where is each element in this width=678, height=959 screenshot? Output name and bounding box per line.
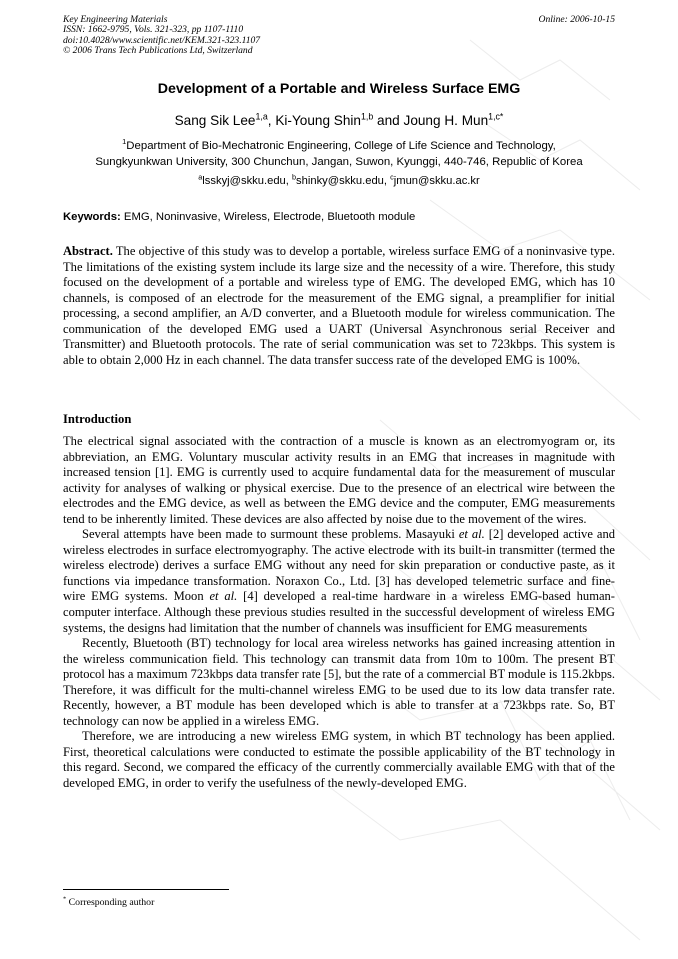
et-al: et al. (458, 527, 485, 542)
author-name: Joung H. Mun (403, 113, 489, 128)
email-address: jmun@skku.ac.kr (393, 175, 480, 187)
paragraph: The electrical signal associated with the contraction of a muscle is known as an electromyogram or, its abbreviation, an EMG. Voluntary muscular activity results in an EMG that increases in magnitude with increased tension [1]. EMG is currently used to acquire fundamental data for the measurement of muscular activity for analyses of walking or physical exercise. Due to the presence of an electrical wire between the electrodes and the EMG device, as well as between the EMG device and the computer, EMG measurements tend to be inherently limited. These devices are also affected by noise due to the movement of the wires. (63, 434, 615, 526)
paragraph: Therefore, we are introducing a new wireless EMG system, in which BT technology has been applied. First, theoretical calculations were conducted to estimate the possible applicability of the BT technology in this regard. Second, we compared the efficacy of the currently commercially available EMG with that of the developed EMG, in order to verify the usefulness of the newly-developed EMG. (63, 729, 615, 791)
section-heading-introduction: Introduction (63, 412, 132, 426)
affiliation-text: Department of Bio-Mechatronic Engineering, College of Life Science and Technology, (126, 140, 556, 152)
email-marker: b (292, 172, 297, 182)
affiliation-line: Sungkyunkwan University, 300 Chunchun, Jangan, Suwon, Kyunggi, 440-746, Republic of Korea (95, 155, 583, 168)
email-marker: c (390, 172, 394, 182)
paragraph: Recently, Bluetooth (BT) technology for local area wireless networks has gained increasing attention in the wireless communication field. This technology can transmit data from 10m to 100m. The present BT protocol has a maximum 723kbps data transfer rate [5], but the rate of a commercial BT module is 115.2kbps. Therefore, it was difficult for the multi-channel wireless EMG to be used due to its low data transfer rate. Recently, however, a BT module has been developed which is able to transfer at a 723kbps rate. So, BT technology can now be applied in a wireless EMG. (63, 636, 615, 728)
abstract-text: The objective of this study was to develop a portable, wireless surface EMG of a noninvasive type. The limitations of the existing system include its large size and the necessity of a wire. Therefore, this study focused on the development of a portable and wireless type of EMG. The developed EMG, which has 10 channels, is composed of an electrode for the measurement of the EMG signal, a preamplifier for initial processing, a second amplifier, an A/D converter, and a Bluetooth module for wireless communication. The communication of the developed EMG used a UART (Universal Asynchronous serial Receiver and Transmitter) and Bluetooth protocols. The rate of serial communication was set to 723kbps. This system is able to obtain 2,000 Hz in each channel. The data transfer success rate of the developed EMG is 100%. (63, 244, 615, 367)
journal-name: Key Engineering Materials (63, 14, 168, 25)
paper-title: Development of a Portable and Wireless Surface EMG (157, 81, 521, 97)
keywords-label: Keywords: (63, 211, 121, 223)
et-al: et al. (209, 589, 238, 604)
abstract-label: Abstract. (63, 244, 113, 258)
paragraph (63, 527, 615, 636)
author-emails (63, 172, 615, 187)
email-separator: , (383, 175, 391, 187)
email-marker: a (198, 172, 203, 182)
copyright-line: © 2006 Trans Tech Publications Ltd, Switzerland (63, 45, 253, 57)
doi-line: doi:10.4028/www.scientific.net/KEM.321-323.1107 (63, 34, 261, 46)
author-affiliation-marker: 1,b (361, 111, 374, 122)
issn-line: ISSN: 1662-9795, Vols. 321-323, pp 1107-1110 (63, 24, 244, 36)
affiliation-marker: 1 (122, 137, 127, 147)
author-separator: and (373, 113, 404, 128)
author-affiliation-marker: 1,a (255, 111, 268, 122)
email-address: lsskyj@skku.edu (202, 175, 286, 187)
keywords (63, 211, 615, 223)
footnote-marker: * (63, 895, 67, 903)
footnote (63, 897, 154, 908)
email-separator: , (285, 175, 292, 187)
online-date: Online: 2006-10-15 (538, 14, 615, 25)
author-list (63, 113, 615, 128)
introduction-body (63, 434, 615, 792)
journal-header (63, 15, 615, 57)
footnote-divider (63, 889, 229, 890)
paragraph-text: [4] developed a real-time hardware in a wireless EMG-based human-computer interface. Although these previous studies resulted in the successful development of wireless EMG systems, the designs had limitation that the number of channels was insufficient for EMG measurements (63, 589, 615, 635)
paragraph-text: Several attempts have been made to surmount these problems. Masayuki (82, 527, 459, 542)
paragraph-text: [2] developed active and wireless electrodes in surface electromyography. The active electrode with its built-in transmitter (termed the wireless electrode) derives a surface EMG without any need for skin preparation or conductive paste, as it functions via impedance transformation. Noraxon Co., Ltd. [3] has developed telemetric surface and fine-wire EMG systems. Moon (63, 527, 615, 604)
author-name: Ki-Young Shin (275, 113, 361, 128)
abstract (63, 244, 615, 368)
affiliation-line (60, 139, 618, 155)
author-name: Sang Sik Lee (174, 113, 256, 128)
affiliation (60, 139, 618, 170)
footnote-text: Corresponding author (66, 897, 155, 908)
keywords-text: EMG, Noninvasive, Wireless, Electrode, Bluetooth module (120, 211, 416, 223)
author-affiliation-marker: 1,c* (488, 111, 504, 122)
author-separator: , (267, 113, 276, 128)
email-address: shinky@skku.edu (296, 175, 384, 187)
